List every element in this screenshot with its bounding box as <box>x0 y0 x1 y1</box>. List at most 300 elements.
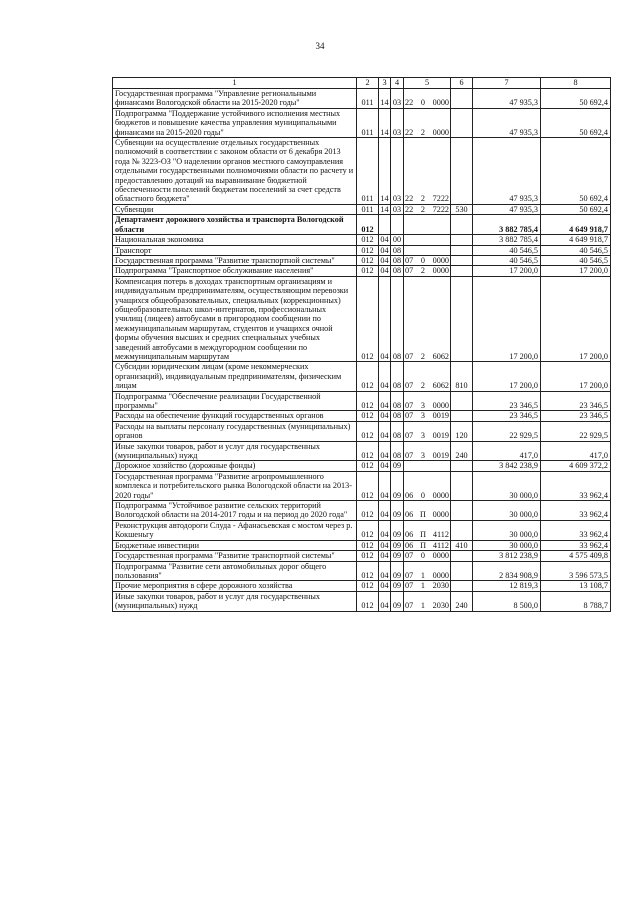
subsection-code-cell: 08 <box>391 391 404 411</box>
expense-type-cell <box>451 471 473 500</box>
section-code-cell: 14 <box>380 204 389 214</box>
column-header-row <box>113 78 611 89</box>
ministry-code-cell: 012 <box>357 276 379 362</box>
amount-year1-cell: 22 929,5 <box>473 421 541 441</box>
table-row <box>113 215 611 235</box>
row-name-cell: Субвенции <box>113 204 357 214</box>
code-part: П <box>420 530 427 540</box>
ministry-code-cell: 012 <box>357 461 379 471</box>
code-part: 07 <box>405 411 414 421</box>
row-name-cell: Государственная программа "Развитие транспортной системы" <box>113 255 357 265</box>
amount-year2-cell: 23 346,5 <box>541 411 611 421</box>
target-article-cell <box>404 89 451 109</box>
expense-type-cell: 810 <box>451 362 473 391</box>
table-row <box>113 255 611 265</box>
code-part: 7222 <box>432 194 449 204</box>
row-name-cell: Транспорт <box>113 245 357 255</box>
table-row <box>113 461 611 471</box>
target-article-cell <box>404 540 451 550</box>
target-article-code <box>404 451 450 460</box>
target-article-cell <box>404 561 451 581</box>
ministry-code-cell: 011 <box>357 138 379 205</box>
table-row <box>113 245 611 255</box>
target-article-code <box>404 571 450 580</box>
target-article-code <box>404 98 450 107</box>
section-code-cell: 04 <box>380 266 389 276</box>
amount-year1-cell: 12 819,3 <box>473 581 541 591</box>
target-article-code <box>404 194 450 203</box>
row-name-cell: Национальная экономика <box>113 235 357 245</box>
code-part: 07 <box>405 581 414 591</box>
expense-type-cell: 530 <box>451 204 473 214</box>
amount-year2-cell: 13 108,7 <box>541 581 611 591</box>
amount-year2-cell: 33 962,4 <box>541 520 611 540</box>
amount-year2-cell: 4 609 372,2 <box>541 461 611 471</box>
ministry-code-cell: 012 <box>357 551 379 561</box>
code-part: 7222 <box>432 204 449 214</box>
target-article-cell <box>404 581 451 591</box>
target-article-code <box>404 601 450 610</box>
expense-type-cell <box>451 235 473 245</box>
target-article-cell <box>404 391 451 411</box>
table-row <box>113 441 611 461</box>
amount-year2-cell: 33 962,4 <box>541 471 611 500</box>
row-name-cell: Департамент дорожного хозяйства и транспорта Вологодской области <box>113 215 357 235</box>
row-name-cell: Прочие мероприятия в сфере дорожного хозяйства <box>113 581 357 591</box>
amount-year2-cell: 50 692,4 <box>541 89 611 109</box>
code-part: 1 <box>420 581 425 591</box>
table-row <box>113 276 611 362</box>
target-article-code <box>404 266 450 275</box>
code-part: 2 <box>420 204 425 214</box>
section-code-cell: 04 <box>380 551 389 561</box>
expense-type-cell <box>451 138 473 205</box>
code-part: 3 <box>420 411 425 421</box>
code-part: 06 <box>405 540 414 550</box>
target-article-code <box>404 381 450 390</box>
target-article-cell <box>404 266 451 276</box>
code-part: 07 <box>405 351 414 361</box>
section-code-cell: 04 <box>379 441 391 461</box>
table-row <box>113 421 611 441</box>
code-part: 2 <box>420 127 425 137</box>
code-part: 07 <box>405 401 414 410</box>
section-code-cell: 14 <box>379 108 391 137</box>
code-part: 0000 <box>432 98 449 108</box>
section-code-cell: 04 <box>380 540 389 550</box>
expense-type-cell <box>451 551 473 561</box>
amount-year1-cell: 23 346,5 <box>473 411 541 421</box>
target-article-cell <box>404 441 451 461</box>
code-part: 06 <box>405 510 414 520</box>
target-article-code <box>404 541 450 550</box>
table-row <box>113 362 611 391</box>
subsection-code-cell: 08 <box>391 266 404 276</box>
amount-year2-cell: 40 546,5 <box>541 255 611 265</box>
section-code-cell <box>379 215 391 235</box>
row-name-cell: Подпрограмма "Поддержание устойчивого исполнения местных бюджетов и повышение качества управления муниципальными финансами на 2015-2020 годы" <box>113 108 357 137</box>
ministry-code-cell: 012 <box>357 561 379 581</box>
table-row <box>113 471 611 500</box>
target-article-cell <box>404 591 451 611</box>
target-article-code <box>404 530 450 539</box>
amount-year1-cell: 47 935,3 <box>473 204 541 214</box>
code-part: 6062 <box>432 381 449 391</box>
subsection-code-cell: 09 <box>391 471 404 500</box>
expense-type-cell: 120 <box>451 421 473 441</box>
code-part: 07 <box>405 601 414 611</box>
code-part: 07 <box>405 266 414 276</box>
target-article-cell <box>404 276 451 362</box>
subsection-code-cell: 03 <box>391 89 404 109</box>
target-article-code <box>404 581 450 590</box>
code-part: 07 <box>405 255 414 265</box>
amount-year2-cell: 4 649 918,7 <box>541 215 611 235</box>
expense-type-cell <box>451 266 473 276</box>
amount-year2-cell: 17 200,0 <box>541 266 611 276</box>
subsection-code-cell: 09 <box>391 551 404 561</box>
table-row <box>113 391 611 411</box>
code-part: 3 <box>420 431 425 441</box>
target-article-cell <box>404 362 451 391</box>
code-part: 0019 <box>432 451 449 461</box>
amount-year2-cell: 33 962,4 <box>541 501 611 521</box>
row-name-cell: Государственная программа "Развитие агропромышленного комплекса и потребительского рынка Вологодской области на 2013-2020 годы" <box>113 471 357 500</box>
target-article-cell <box>404 108 451 137</box>
code-part: 0019 <box>432 431 449 441</box>
subsection-code-cell: 09 <box>391 520 404 540</box>
section-code-cell: 04 <box>380 245 389 255</box>
code-part: 0000 <box>432 401 449 410</box>
row-name-cell: Компенсация потерь в доходах транспортным организациям и индивидуальным предпринимателям, осуществляющим перевозки учащихся общеобразовательных, специальных (коррекционных) общеобразовательных школ-интернатов, профессиональных училищ (лицеев) автобусами в пригородном сообщении по межмуниципальным маршрутам, студентов и учащихся очной формы обучения высших и средних специальных учебных заведений автобусами в междугородном сообщении по межмуниципальным маршрутам <box>113 276 357 362</box>
code-part: 1 <box>420 601 425 611</box>
table-row <box>113 591 611 611</box>
target-article-cell <box>404 245 451 255</box>
section-code-cell: 04 <box>379 471 391 500</box>
expense-type-cell <box>451 215 473 235</box>
code-part: 2030 <box>432 581 449 591</box>
code-part: 07 <box>405 431 414 441</box>
ministry-code-cell: 012 <box>357 421 379 441</box>
code-part: 0 <box>420 255 425 265</box>
budget-table <box>112 77 611 612</box>
code-part: 1 <box>420 570 425 580</box>
code-part: 0000 <box>432 490 449 500</box>
amount-year2-cell: 8 788,7 <box>541 591 611 611</box>
amount-year1-cell: 30 000,0 <box>473 501 541 521</box>
section-code-cell: 04 <box>380 411 389 421</box>
subsection-code-cell: 00 <box>391 235 404 245</box>
section-code-cell: 04 <box>379 520 391 540</box>
expense-type-cell <box>451 561 473 581</box>
section-code-cell: 04 <box>379 276 391 362</box>
subsection-code-cell: 09 <box>391 591 404 611</box>
code-part: 07 <box>405 451 414 461</box>
ministry-code-cell: 011 <box>357 89 379 109</box>
subsection-code-cell: 03 <box>391 138 404 205</box>
target-article-cell <box>404 421 451 441</box>
amount-year1-cell: 47 935,3 <box>473 138 541 205</box>
subsection-code-cell: 08 <box>391 255 404 265</box>
subsection-code-cell: 08 <box>391 276 404 362</box>
column-header: 6 <box>451 78 473 89</box>
expense-type-cell: 240 <box>451 591 473 611</box>
code-part: 0000 <box>432 127 449 137</box>
amount-year2-cell: 50 692,4 <box>541 204 611 214</box>
amount-year2-cell: 40 546,5 <box>541 245 611 255</box>
section-code-cell: 04 <box>379 501 391 521</box>
ministry-code-cell: 012 <box>357 255 379 265</box>
code-part: 0 <box>420 490 425 500</box>
row-name-cell: Субвенции на осуществление отдельных государственных полномочий в соответствии с законом области от 6 декабря 2013 года № 3223-ОЗ "О наделении органов местного самоуправления отдельными государственными полномочиями области по расчету и предоставлению дотаций на выравнивание бюджетной обеспеченности поселений бюджетам поселений за счет средств областного бюджета" <box>113 138 357 205</box>
ministry-code-cell: 012 <box>357 501 379 521</box>
subsection-code-cell: 09 <box>391 461 404 471</box>
ministry-code-cell: 011 <box>357 108 379 137</box>
expense-type-cell <box>451 245 473 255</box>
amount-year2-cell: 3 596 573,5 <box>541 561 611 581</box>
code-part: 0 <box>420 98 425 108</box>
table-row <box>113 540 611 550</box>
amount-year2-cell: 417,0 <box>541 441 611 461</box>
table-row <box>113 520 611 540</box>
amount-year1-cell: 417,0 <box>473 441 541 461</box>
table-row <box>113 89 611 109</box>
target-article-code <box>404 411 450 420</box>
code-part: 2 <box>420 266 425 276</box>
amount-year2-cell: 4 575 409,8 <box>541 551 611 561</box>
row-name-cell: Реконструкция автодороги Слуда - Афанасьевская с мостом через р. Кокшеньгу <box>113 520 357 540</box>
section-code-cell: 04 <box>379 591 391 611</box>
code-part: 22 <box>405 194 414 204</box>
code-part: 0000 <box>432 255 449 265</box>
ministry-code-cell: 012 <box>357 235 379 245</box>
amount-year2-cell: 17 200,0 <box>541 276 611 362</box>
subsection-code-cell: 09 <box>391 501 404 521</box>
code-part: 6062 <box>432 351 449 361</box>
section-code-cell: 04 <box>380 581 389 591</box>
amount-year1-cell: 30 000,0 <box>473 540 541 550</box>
amount-year2-cell: 4 649 918,7 <box>541 235 611 245</box>
expense-type-cell <box>451 391 473 411</box>
target-article-cell <box>404 235 451 245</box>
amount-year1-cell: 30 000,0 <box>473 471 541 500</box>
ministry-code-cell: 012 <box>357 471 379 500</box>
row-name-cell: Подпрограмма "Транспортное обслуживание населения" <box>113 266 357 276</box>
amount-year2-cell: 23 346,5 <box>541 391 611 411</box>
amount-year1-cell: 2 834 908,9 <box>473 561 541 581</box>
amount-year1-cell: 17 200,0 <box>473 266 541 276</box>
code-part: 4112 <box>432 540 449 550</box>
row-name-cell: Подпрограмма "Устойчивое развитие сельских территорий Вологодской области на 2014-2017 годы и на период до 2020 года" <box>113 501 357 521</box>
subsection-code-cell: 09 <box>391 540 404 550</box>
amount-year2-cell: 33 962,4 <box>541 540 611 550</box>
ministry-code-cell: 012 <box>357 520 379 540</box>
subsection-code-cell: 08 <box>391 421 404 441</box>
code-part: 07 <box>405 570 414 580</box>
amount-year2-cell: 22 929,5 <box>541 421 611 441</box>
row-name-cell: Расходы на обеспечение функций государственных органов <box>113 411 357 421</box>
subsection-code-cell: 08 <box>391 441 404 461</box>
code-part: 07 <box>405 381 414 391</box>
expense-type-cell <box>451 581 473 591</box>
table-row <box>113 411 611 421</box>
row-name-cell: Иные закупки товаров, работ и услуг для государственных (муниципальных) нужд <box>113 591 357 611</box>
amount-year1-cell: 3 882 785,4 <box>473 215 541 235</box>
amount-year1-cell: 17 200,0 <box>473 276 541 362</box>
table-row <box>113 204 611 214</box>
target-article-code <box>404 128 450 137</box>
row-name-cell: Подпрограмма "Развитие сети автомобильных дорог общего пользования" <box>113 561 357 581</box>
code-part: 0000 <box>432 510 449 520</box>
ministry-code-cell: 012 <box>357 411 379 421</box>
table-row <box>113 108 611 137</box>
table-row <box>113 581 611 591</box>
section-code-cell: 04 <box>379 391 391 411</box>
code-part: 22 <box>405 127 414 137</box>
column-header: 2 <box>357 78 379 89</box>
amount-year1-cell: 47 935,3 <box>473 89 541 109</box>
amount-year1-cell: 40 546,5 <box>473 255 541 265</box>
row-name-cell: Расходы на выплаты персоналу государственных (муниципальных) органов <box>113 421 357 441</box>
row-name-cell: Подпрограмма "Обеспечение реализации Государственной программы" <box>113 391 357 411</box>
table-row <box>113 138 611 205</box>
row-name-cell: Иные закупки товаров, работ и услуг для государственных (муниципальных) нужд <box>113 441 357 461</box>
code-part: 22 <box>405 204 414 214</box>
column-header: 4 <box>391 78 404 89</box>
code-part: 22 <box>405 98 414 108</box>
table-row <box>113 501 611 521</box>
table-row <box>113 551 611 561</box>
column-header: 8 <box>541 78 611 89</box>
page-number: 34 <box>315 41 325 51</box>
ministry-code-cell: 012 <box>357 245 379 255</box>
code-part: 0 <box>420 551 425 561</box>
expense-type-cell: 410 <box>451 540 473 550</box>
row-name-cell: Государственная программа "Управление региональными финансами Вологодской области на 2015-2020 годы" <box>113 89 357 109</box>
row-name-cell: Бюджетные инвестиции <box>113 540 357 550</box>
code-part: 06 <box>405 530 414 540</box>
code-part: 2 <box>420 381 425 391</box>
subsection-code-cell <box>391 215 404 235</box>
column-header: 3 <box>379 78 391 89</box>
code-part: 2 <box>420 351 425 361</box>
target-article-cell <box>404 204 451 214</box>
code-part: П <box>419 510 426 520</box>
target-article-code <box>404 401 450 410</box>
amount-year1-cell: 3 882 785,4 <box>473 235 541 245</box>
code-part: 07 <box>405 551 414 561</box>
section-code-cell: 04 <box>380 235 389 245</box>
column-header: 5 <box>404 78 451 89</box>
code-part: 2 <box>420 194 425 204</box>
target-article-cell <box>404 411 451 421</box>
code-part: 0019 <box>432 411 449 421</box>
table-row <box>113 561 611 581</box>
section-code-cell: 04 <box>380 255 389 265</box>
expense-type-cell <box>451 108 473 137</box>
section-code-cell: 04 <box>380 461 389 471</box>
expense-type-cell <box>451 501 473 521</box>
amount-year1-cell: 40 546,5 <box>473 245 541 255</box>
target-article-code <box>404 256 450 265</box>
expense-type-cell <box>451 276 473 362</box>
target-article-code <box>404 205 450 214</box>
expense-type-cell <box>451 411 473 421</box>
amount-year2-cell: 50 692,4 <box>541 138 611 205</box>
column-header: 1 <box>113 78 357 89</box>
ministry-code-cell: 012 <box>357 540 379 550</box>
target-article-code <box>404 352 450 361</box>
expense-type-cell: 240 <box>451 441 473 461</box>
target-article-code <box>404 431 450 440</box>
ministry-code-cell: 012 <box>357 266 379 276</box>
section-code-cell: 04 <box>379 421 391 441</box>
target-article-cell <box>404 501 451 521</box>
target-article-cell <box>404 520 451 540</box>
ministry-code-cell: 012 <box>357 391 379 411</box>
subsection-code-cell: 09 <box>391 561 404 581</box>
ministry-code-cell: 012 <box>357 441 379 461</box>
target-article-cell <box>404 471 451 500</box>
section-code-cell: 04 <box>379 362 391 391</box>
section-code-cell: 14 <box>379 138 391 205</box>
target-article-cell <box>404 255 451 265</box>
code-part: 0000 <box>432 570 449 580</box>
row-name-cell: Дорожное хозяйство (дорожные фонды) <box>113 461 357 471</box>
target-article-cell <box>404 138 451 205</box>
table-row <box>113 266 611 276</box>
target-article-code <box>404 491 450 500</box>
row-name-cell: Субсидии юридическим лицам (кроме некоммерческих организаций), индивидуальным предпринимателям, физическим лицам <box>113 362 357 391</box>
code-part: 2030 <box>432 601 449 611</box>
subsection-code-cell: 08 <box>391 362 404 391</box>
subsection-code-cell: 03 <box>391 204 404 214</box>
target-article-cell <box>404 461 451 471</box>
expense-type-cell <box>451 255 473 265</box>
ministry-code-cell: 012 <box>357 215 379 235</box>
expense-type-cell <box>451 520 473 540</box>
target-article-code <box>404 551 450 560</box>
expense-type-cell <box>451 89 473 109</box>
row-name-cell: Государственная программа "Развитие транспортной системы" <box>113 551 357 561</box>
code-part: 0000 <box>432 551 449 561</box>
section-code-cell: 14 <box>379 89 391 109</box>
code-part: 4112 <box>432 530 449 540</box>
subsection-code-cell: 03 <box>391 108 404 137</box>
amount-year1-cell: 8 500,0 <box>473 591 541 611</box>
target-article-cell <box>404 551 451 561</box>
ministry-code-cell: 012 <box>357 581 379 591</box>
amount-year2-cell: 50 692,4 <box>541 108 611 137</box>
amount-year1-cell: 17 200,0 <box>473 362 541 391</box>
target-article-code <box>404 510 450 519</box>
target-article-cell <box>404 215 451 235</box>
ministry-code-cell: 012 <box>357 591 379 611</box>
amount-year1-cell: 30 000,0 <box>473 520 541 540</box>
code-part: П <box>420 540 427 550</box>
subsection-code-cell: 09 <box>391 581 404 591</box>
table-row <box>113 235 611 245</box>
amount-year1-cell: 47 935,3 <box>473 108 541 137</box>
code-part: 0000 <box>432 266 449 276</box>
column-header: 7 <box>473 78 541 89</box>
subsection-code-cell: 08 <box>391 411 404 421</box>
ministry-code-cell: 011 <box>357 204 379 214</box>
code-part: 06 <box>405 490 414 500</box>
subsection-code-cell: 08 <box>391 245 404 255</box>
amount-year1-cell: 3 812 238,9 <box>473 551 541 561</box>
ministry-code-cell: 012 <box>357 362 379 391</box>
